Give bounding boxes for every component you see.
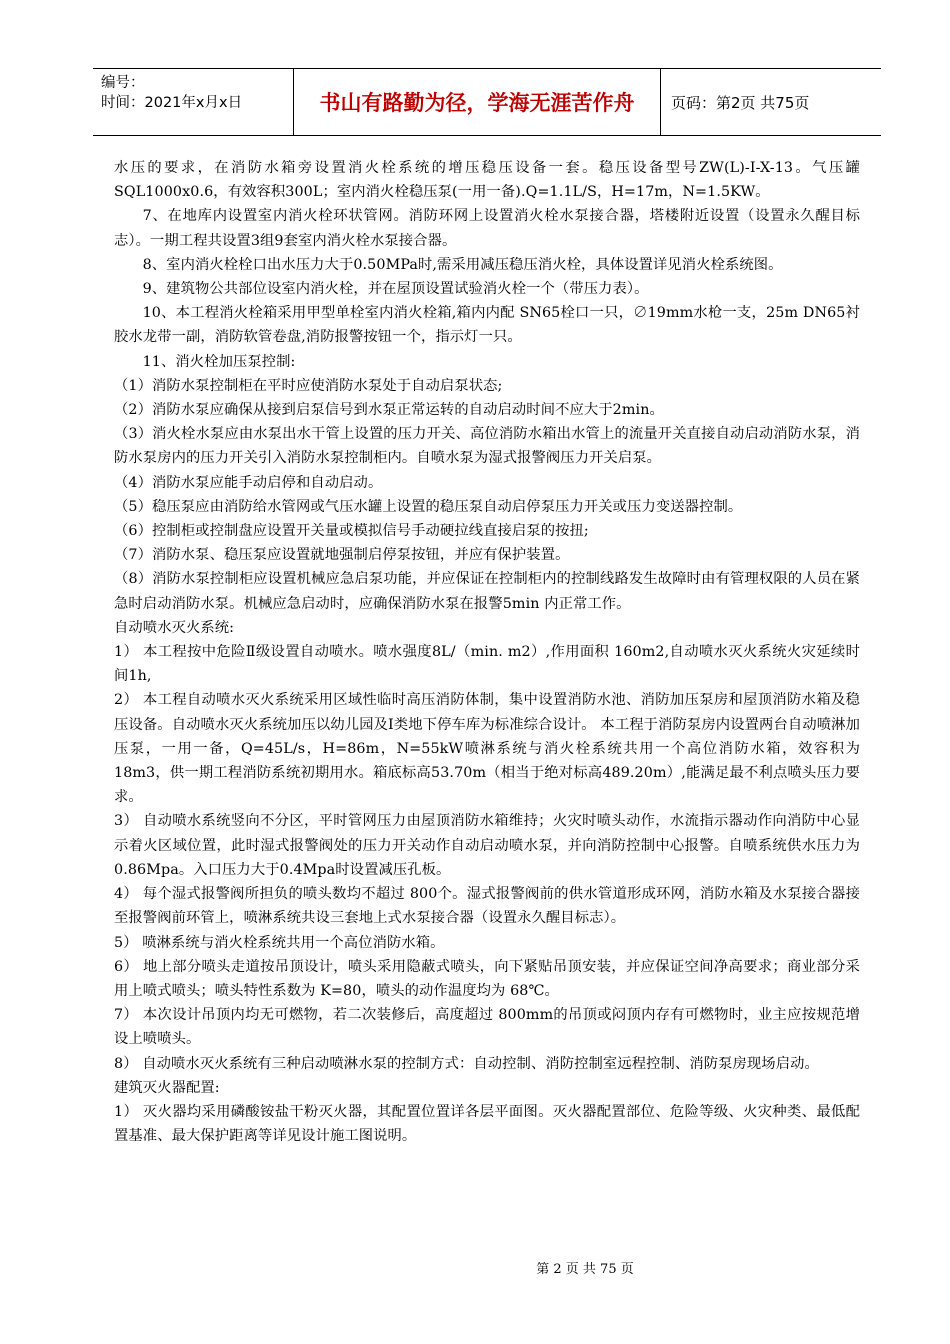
paragraph: 1） 灭火器均采用磷酸铵盐干粉灭火器，其配置位置详各层平面图。灭火器配置部位、危险等级、火灾种类、最低配置基准、最大保护距离等详见设计施工图说明。 (114, 1103, 860, 1145)
header-meta (93, 69, 293, 135)
page-header (93, 68, 881, 136)
paragraph: 9、建筑物公共部位设室内消火栓，并在屋顶设置试验消火栓一个（带压力表）。 (142, 281, 649, 298)
paragraph: 建筑灭火器配置: (114, 1079, 220, 1096)
code-label: 编号： (101, 75, 145, 91)
paragraph: （8）消防水泵控制柜应设置机械应急启泵功能，并应保证在控制柜内的控制线路发生故障时由有管理权限的人员在紧急时启动消防水泵。机械应急启动时，应确保消防水泵在报警5min 内正常工作。 (114, 571, 860, 612)
paragraph: 6） 地上部分喷头走道按吊顶设计，喷头采用隐蔽式喷头，向下紧贴吊顶安装，并应保证空间净高要求；商业部分采用上喷式喷头；喷头特性系数为 K=80，喷头的动作温度均为 68℃。 (114, 958, 860, 999)
paragraph: 8） 自动喷水灭火系统有三种启动喷淋水泵的控制方式：自动控制、消防控制室远程控制、消防泵房现场启动。 (114, 1055, 819, 1072)
paragraph: 自动喷水灭火系统: (114, 619, 235, 636)
header-page-number: 页码：第2页 共75页 (671, 93, 810, 112)
paragraph: 7） 本次设计吊顶内均无可燃物，若二次装修后，高度超过 800mm的吊顶或闷顶内存有可燃物时，业主应按规范增设上喷喷头。 (114, 1007, 860, 1048)
document-body (114, 156, 860, 1148)
paragraph: 4） 每个湿式报警阀所担负的喷头数均不超过 800个。湿式报警阀前的供水管道形成环网，消防水箱及水泵接合器接至报警阀前环管上，喷淋系统共设三套地上式水泵接合器（设置永久醒目标志）。 (114, 886, 860, 927)
paragraph: 3） 自动喷水系统竖向不分区，平时管网压力由屋顶消防水箱维持；火灾时喷头动作，水流指示器动作向消防中心显示着火区域位置，此时湿式报警阀处的压力开关动作自动启动喷水泵，并向消防控制中心报警。自喷系统供水压力为0.86Mpa。入口压力大于0.4Mpa时设置减压孔板。 (114, 813, 860, 878)
paragraph: 10、本工程消火栓箱采用甲型单栓室内消火栓箱,箱内内配 SN65栓口一只，∅19mm水枪一支，25m DN65衬胶水龙带一副，消防软管卷盘,消防报警按钮一个，指示灯一只。 (114, 305, 860, 346)
paragraph: （4）消防水泵应能手动启停和自动启动。 (114, 474, 383, 491)
paragraph: （3）消火栓水泵应由水泵出水干管上设置的压力开关、高位消防水箱出水管上的流量开关直接自动启动消防水泵，消防水泵房内的压力开关引入消防水泵控制柜内。自喷水泵为湿式报警阀压力开关启泵。 (114, 426, 860, 467)
paragraph: 水压的要求，在消防水箱旁设置消火栓系统的增压稳压设备一套。稳压设备型号ZW(L)-I-X-13。气压罐SQL1000x0.6，有效容积300L；室内消火栓稳压泵(一用一备).Q=1.1L/S，H=17m，N=1.5KW。 (114, 160, 860, 201)
page-footer: 第 2 页 共 75 页 (536, 1262, 634, 1277)
paragraph: （2）消防水泵应确保从接到启泵信号到水泵正常运转的自动启动时间不应大于2min。 (114, 402, 664, 419)
paragraph: 5） 喷淋系统与消火栓系统共用一个高位消防水箱。 (114, 934, 445, 951)
paragraph: （1）消防水泵控制柜在平时应使消防水泵处于自动启泵状态; (114, 377, 503, 394)
time-label: 时间：2021年x月x日 (101, 95, 243, 111)
header-motto: 书山有路勤为径，学海无涯苦作舟 (293, 69, 661, 135)
paragraph: 8、室内消火栓栓口出水压力大于0.50MPa时,需采用减压稳压消火栓，具体设置详见消火栓系统图。 (142, 256, 783, 273)
paragraph: （5）稳压泵应由消防给水管网或气压水罐上设置的稳压泵自动启停泵压力开关或压力变送器控制。 (114, 498, 743, 515)
paragraph: 11、消火栓加压泵控制: (142, 353, 296, 370)
paragraph: 2） 本工程自动喷水灭火系统采用区域性临时高压消防体制，集中设置消防水池、消防加压泵房和屋顶消防水箱及稳压设备。自动喷水灭火系统加压以幼儿园及Ⅰ类地下停车库为标准综合设计。 本工程于消防泵房内设置两台自动喷淋加压泵，一用一备，Q=45L/s，H=86m，N=55kW喷淋系统与消火栓系统共用一个高位消防水箱，效容积为 18m3，供一期工程消防系统初期用水。箱底标高53.70m（相当于绝对标高489.20m）,能满足最不利点喷头压力要求。 (114, 692, 860, 806)
paragraph: 1） 本工程按中危险Ⅱ级设置自动喷水。喷水强度8L/（min. m2）,作用面积 160m2,自动喷水灭火系统火灾延续时间1h, (114, 644, 860, 685)
paragraph: （7）消防水泵、稳压泵应设置就地强制启停泵按钮，并应有保护装置。 (114, 547, 570, 564)
paragraph: （6）控制柜或控制盘应设置开关量或模拟信号手动硬拉线直接启泵的按扭; (114, 523, 589, 540)
paragraph: 7、在地库内设置室内消火栓环状管网。消防环网上设置消火栓水泵接合器，塔楼附近设置（设置永久醒目标志）。一期工程共设置3组9套室内消火栓水泵接合器。 (114, 208, 860, 249)
